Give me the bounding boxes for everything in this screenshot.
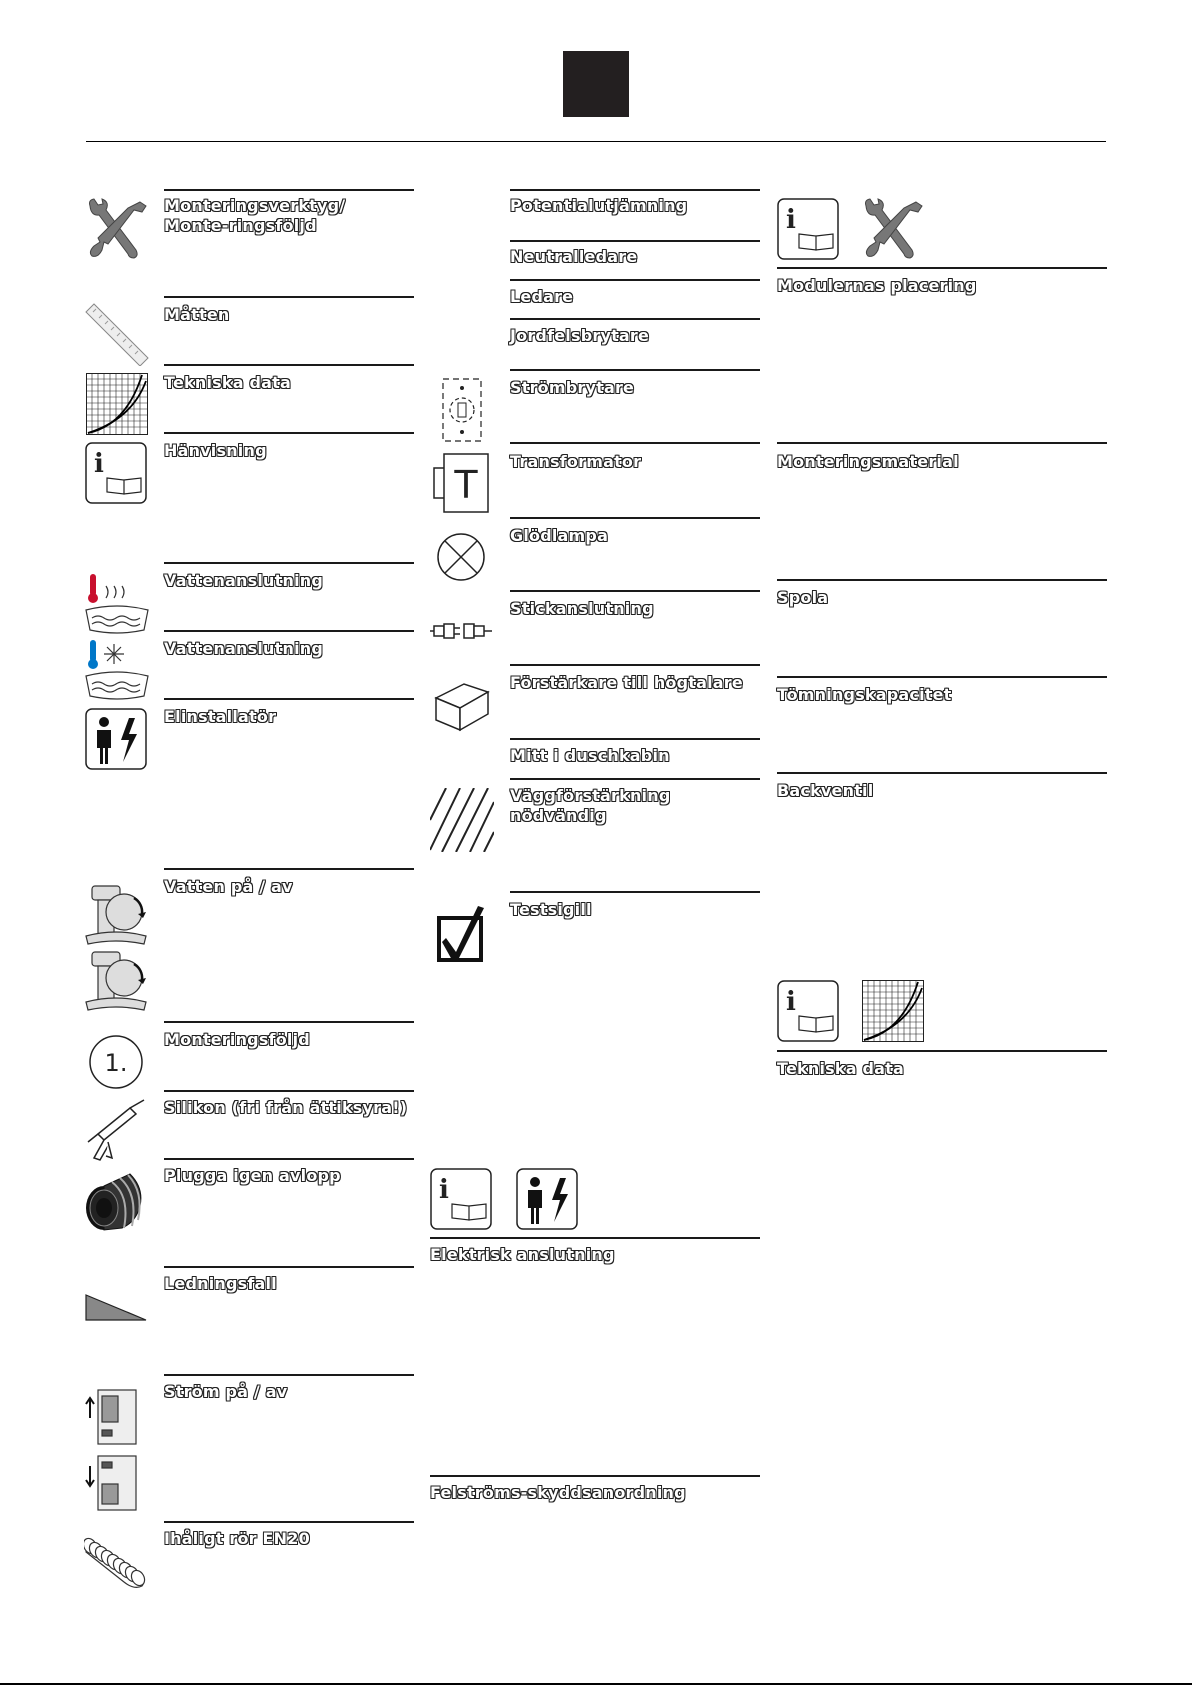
label-sequence: Monteringsföljd [164, 1030, 310, 1049]
graph-icon [862, 980, 924, 1042]
rule [510, 738, 760, 740]
label-techdata: Tekniska data [164, 373, 291, 392]
rule [777, 1050, 1107, 1052]
label-check-valve: Backventil [777, 781, 874, 800]
rule [510, 664, 760, 666]
graph-icon [86, 373, 148, 435]
svg-text:i: i [439, 1175, 449, 1205]
rule [164, 698, 414, 700]
rule [164, 868, 414, 870]
label-water-cold: Vattenanslutning [164, 639, 323, 658]
drain-plug-icon [82, 1170, 148, 1232]
rule [164, 1374, 414, 1376]
rule [510, 318, 760, 320]
label-slope: Ledningsfall [164, 1274, 277, 1293]
label-neutral: Neutralledare [510, 247, 638, 266]
rule [510, 517, 760, 519]
svg-text:i: i [786, 987, 796, 1017]
svg-text:i: i [94, 449, 104, 479]
rule [777, 676, 1107, 678]
section-marker [563, 51, 629, 117]
svg-text:T: T [454, 463, 478, 507]
plug-connector-icon [430, 622, 492, 640]
label-techdata-2: Tekniska data [777, 1059, 904, 1078]
transformer-icon [432, 452, 490, 514]
step-number-icon [88, 1034, 144, 1090]
wrench-screwdriver-icon [84, 196, 150, 262]
rule [164, 1266, 414, 1268]
rule [510, 590, 760, 592]
rule [777, 267, 1107, 269]
svg-text:i: i [786, 205, 796, 235]
label-lamp: Glödlampa [510, 526, 609, 545]
rule [164, 1021, 414, 1023]
info-book-icon [430, 1168, 492, 1230]
rule [430, 1475, 760, 1477]
rule [510, 778, 760, 780]
label-switch: Strömbrytare [510, 378, 635, 397]
rule [164, 189, 414, 191]
conduit-tube-icon [84, 1530, 150, 1588]
label-residual: Felströms-skyddsanordning [430, 1483, 686, 1502]
label-plug: Stickanslutning [510, 599, 654, 618]
svg-text:1.: 1. [104, 1049, 128, 1077]
label-tools: Monteringsverktyg/ Monte-ringsföljd [164, 196, 346, 235]
cold-water-icon [84, 638, 150, 700]
silicone-gun-icon [84, 1098, 150, 1162]
label-reference: Hänvisning [164, 441, 267, 460]
info-book-icon [777, 198, 839, 260]
info-book-icon [85, 442, 147, 504]
ruler-icon [84, 300, 150, 366]
hot-water-icon [84, 572, 150, 634]
label-power-onoff: Ström på / av [164, 1382, 288, 1401]
electrician-icon [516, 1168, 578, 1230]
switch-icon [442, 378, 482, 442]
rule [164, 630, 414, 632]
header-rule [86, 141, 1106, 142]
rule [164, 1521, 414, 1523]
lamp-icon [436, 532, 486, 582]
rule [510, 240, 760, 242]
rule [510, 189, 760, 191]
label-silicone: Silikon (fri från ättiksyra!) [164, 1098, 408, 1117]
rule [164, 1090, 414, 1092]
rule [164, 364, 414, 366]
amplifier-box-icon [434, 674, 490, 732]
label-tube: Ihåligt rör EN20 [164, 1529, 310, 1548]
rule [777, 442, 1107, 444]
checkbox-seal-icon [436, 902, 488, 964]
label-plug-drain: Plugga igen avlopp [164, 1166, 341, 1185]
circuit-breaker-icon [84, 1388, 140, 1516]
label-water-hot: Vattenanslutning [164, 571, 323, 590]
label-center: Mitt i duschkabin [510, 746, 670, 765]
label-rcd: Jordfelsbrytare [510, 326, 650, 345]
rule [510, 891, 760, 893]
rule [164, 562, 414, 564]
label-amplifier: Förstärkare till högtalare [510, 673, 743, 692]
label-drain-capacity: Tömningskapacitet [777, 685, 952, 704]
label-material: Monteringsmaterial [777, 452, 959, 471]
label-coil: Spola [777, 588, 829, 607]
label-testseal: Testsigill [510, 900, 592, 919]
slope-triangle-icon [85, 1294, 147, 1322]
rule [164, 1158, 414, 1160]
wrench-screwdriver-icon [860, 196, 926, 262]
rule [777, 772, 1107, 774]
label-electrical: Elektrisk anslutning [430, 1245, 615, 1264]
rule [430, 1237, 760, 1239]
electrician-icon [85, 708, 147, 770]
label-electrician: Elinstallatör [164, 707, 277, 726]
rule [777, 579, 1107, 581]
label-modules: Modulernas placering [777, 276, 977, 295]
hatching-icon [430, 788, 494, 852]
rule [510, 369, 760, 371]
faucet-valve-icon [84, 878, 150, 1012]
label-transformer: Transformator [510, 452, 642, 471]
rule [164, 432, 414, 434]
label-measure: Måtten [164, 305, 230, 324]
label-wall: Väggförstärkning nödvändig [510, 786, 671, 825]
label-water-onoff: Vatten på / av [164, 877, 293, 896]
rule [164, 296, 414, 298]
label-conductor: Ledare [510, 287, 574, 306]
rule [510, 279, 760, 281]
label-equipotential: Potentialutjämning [510, 196, 688, 215]
info-book-icon [777, 980, 839, 1042]
rule [510, 442, 760, 444]
